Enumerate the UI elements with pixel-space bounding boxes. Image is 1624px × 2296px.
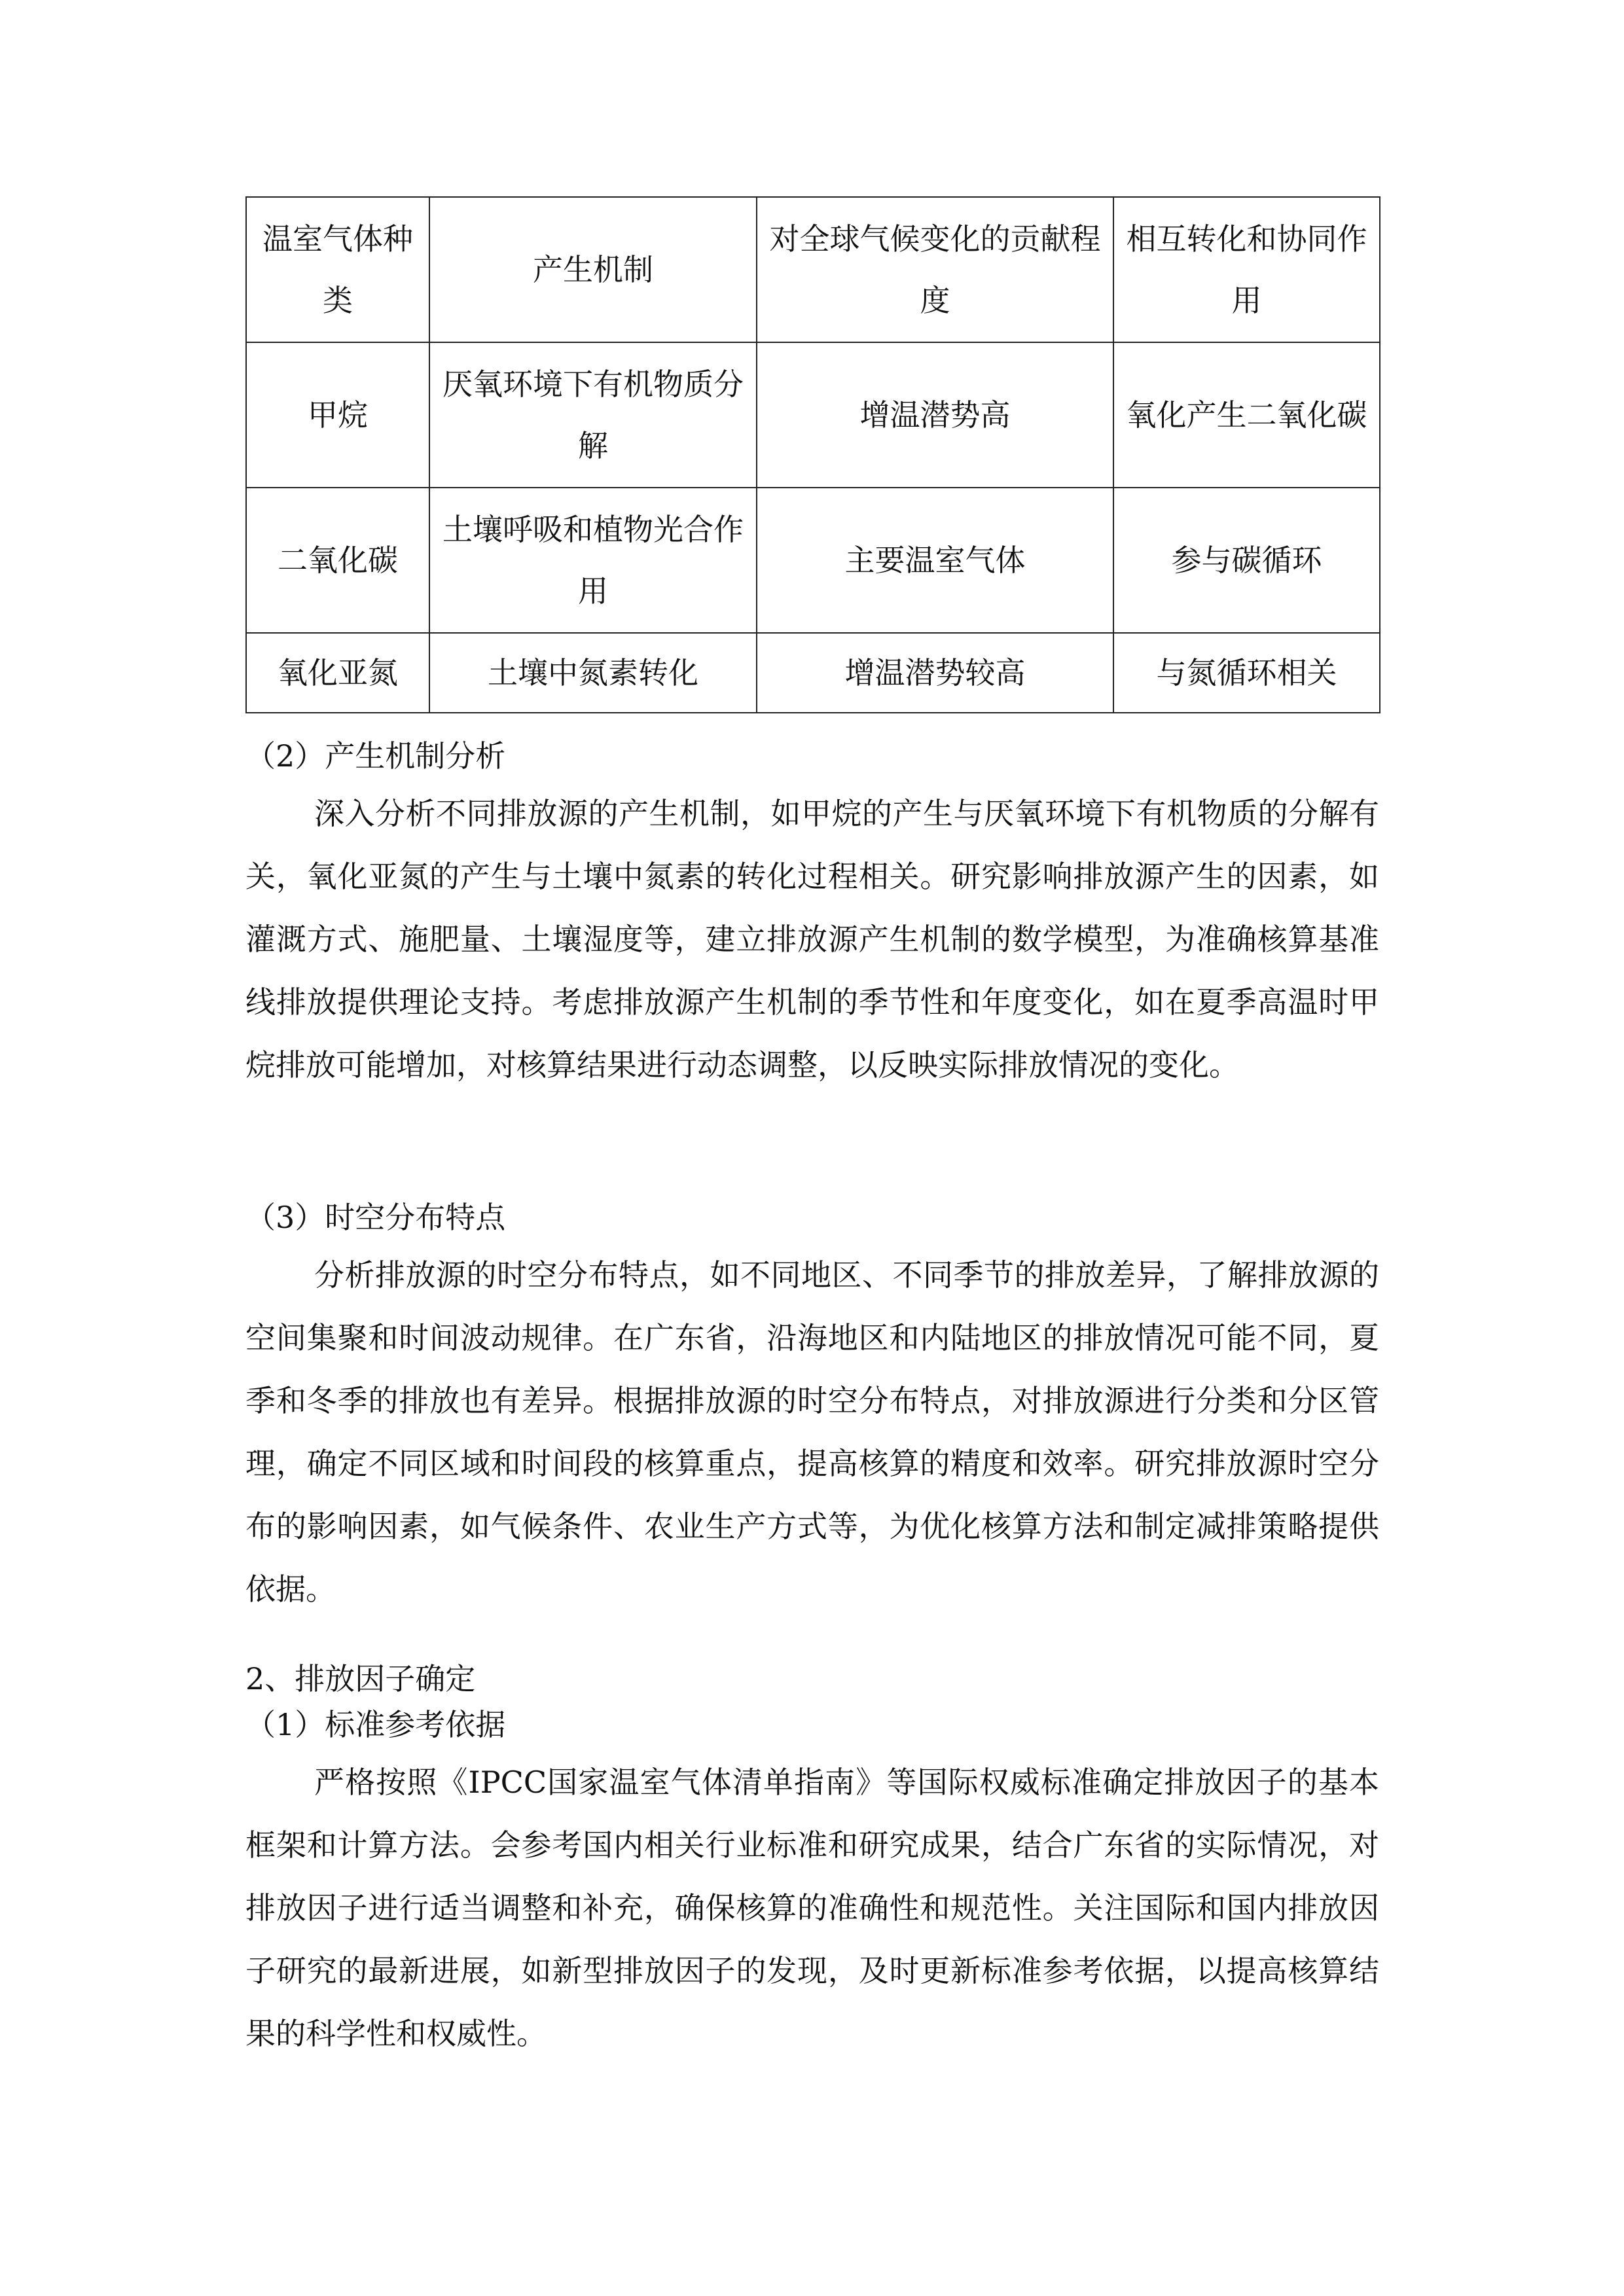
table-header-cell: 相互转化和协同作用	[1113, 197, 1380, 342]
table-cell: 土壤中氮素转化	[429, 633, 757, 713]
standard-reference-heading: （1）标准参考依据	[245, 1707, 506, 1742]
table-header-cell: 对全球气候变化的贡献程度	[757, 197, 1113, 342]
standard-reference-paragraph: 严格按照《IPCC国家温室气体清单指南》等国际权威标准确定排放因子的基本框架和计算方法。会参考国内相关行业标准和研究成果，结合广东省的实际情况，对排放因子进行适当调整和补充，确保核算的准确性和规范性。关注国际和国内排放因子研究的最新进展，如新型排放因子的发现，及时更新标准参考依据，以提高核算结果的科学性和权威性。	[245, 1765, 1379, 2051]
table-header-cell: 产生机制	[429, 197, 757, 342]
table-cell: 氧化亚氮	[246, 633, 429, 713]
spatial-paragraph: 分析排放源的时空分布特点，如不同地区、不同季节的排放差异，了解排放源的空间集聚和时间波动规律。在广东省，沿海地区和内陆地区的排放情况可能不同，夏季和冬季的排放也有差异。根据排放源的时空分布特点，对排放源进行分类和分区管理，确定不同区域和时间段的核算重点，提高核算的精度和效率。研究排放源时空分布的影响因素，如气候条件、农业生产方式等，为优化核算方法和制定减排策略提供依据。	[245, 1257, 1379, 1607]
table-cell: 甲烷	[246, 342, 429, 488]
table-header-cell: 温室气体种类	[246, 197, 429, 342]
table-cell: 增温潜势较高	[757, 633, 1113, 713]
table-cell: 厌氧环境下有机物质分解	[429, 342, 757, 488]
table-cell: 主要温室气体	[757, 488, 1113, 633]
table-header-row	[246, 197, 1380, 342]
greenhouse-gas-table	[245, 196, 1380, 713]
table-cell: 土壤呼吸和植物光合作用	[429, 488, 757, 633]
table-row	[246, 633, 1380, 713]
table-cell: 二氧化碳	[246, 488, 429, 633]
table-row	[246, 488, 1380, 633]
mechanism-heading: （2）产生机制分析	[245, 738, 506, 774]
table-cell: 氧化产生二氧化碳	[1113, 342, 1380, 488]
emission-factor-heading: 2、排放因子确定	[245, 1661, 476, 1696]
mechanism-paragraph: 深入分析不同排放源的产生机制，如甲烷的产生与厌氧环境下有机物质的分解有关，氧化亚氮的产生与土壤中氮素的转化过程相关。研究影响排放源产生的因素，如灌溉方式、施肥量、土壤湿度等，建立排放源产生机制的数学模型，为准确核算基准线排放提供理论支持。考虑排放源产生机制的季节性和年度变化，如在夏季高温时甲烷排放可能增加，对核算结果进行动态调整，以反映实际排放情况的变化。	[245, 796, 1379, 1083]
table-cell: 参与碳循环	[1113, 488, 1380, 633]
table-row	[246, 342, 1380, 488]
table-cell: 与氮循环相关	[1113, 633, 1380, 713]
table-cell: 增温潜势高	[757, 342, 1113, 488]
spatial-heading: （3）时空分布特点	[245, 1200, 506, 1235]
